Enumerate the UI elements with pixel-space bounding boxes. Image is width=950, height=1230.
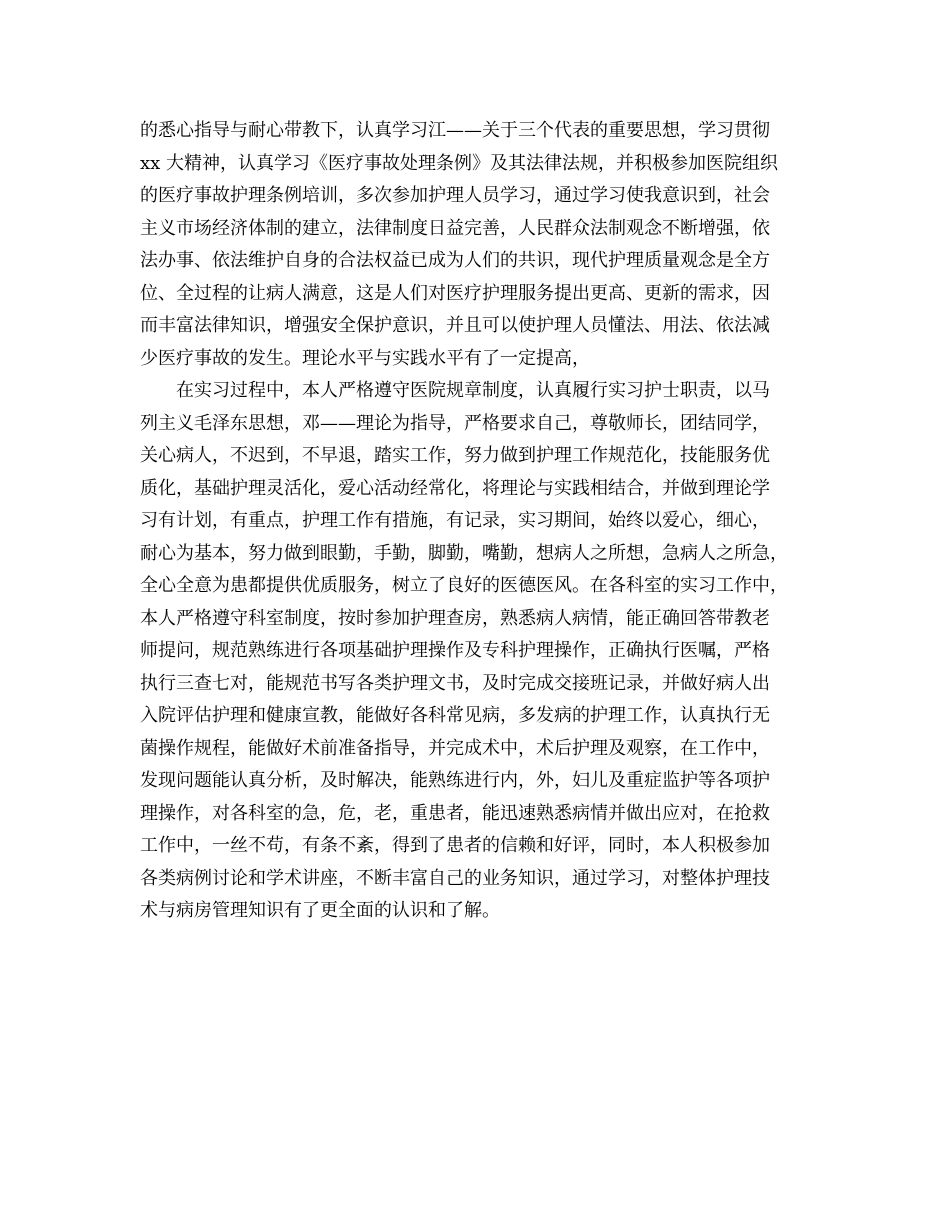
text-line: xx 大精神，认真学习《医疗事故处理条例》及其法律法规，并积极参加医院组织: [140, 152, 779, 174]
text-line: 耐心为基本，努力做到眼勤，手勤，脚勤，嘴勤，想病人之所想，急病人之所急，: [140, 542, 788, 564]
text-line: 执行三查七对，能规范书写各类护理文书，及时完成交接班记录，并做好病人出: [140, 672, 770, 694]
text-line: 师提问，规范熟练进行各项基础护理操作及专科护理操作，正确执行医嘱，严格: [140, 640, 770, 661]
text-line: 法办事、依法维护自身的合法权益已成为人们的共识，现代护理质量观念是全方: [140, 250, 770, 271]
text-line: 而丰富法律知识，增强安全保护意识，并且可以使护理人员懂法、用法、依法减: [140, 315, 770, 336]
text-line: 习有计划，有重点，护理工作有措施，有记录，实习期间，始终以爱心，细心，: [140, 510, 770, 531]
text-line: 的医疗事故护理条例培训，多次参加护理人员学习，通过学习使我意识到，社会: [140, 185, 770, 206]
paragraph-1: [140, 115, 805, 375]
text-line: 术与病房管理知识有了更全面的认识和了解。: [140, 900, 500, 921]
document-body: [140, 115, 805, 928]
text-line: 各类病例讨论和学术讲座，不断丰富自己的业务知识，通过学习，对整体护理技: [140, 867, 770, 889]
paragraph-2: [140, 375, 805, 928]
text-line: 发现问题能认真分析，及时解决，能熟练进行内，外，妇儿及重症监护等各项护: [140, 770, 770, 791]
text-line: 关心病人，不迟到，不早退，踏实工作，努力做到护理工作规范化，技能服务优: [140, 445, 770, 466]
text-line: 质化，基础护理灵活化，爱心活动经常化，将理论与实践相结合，并做到理论学: [140, 477, 770, 499]
text-line: 在实习过程中，本人严格遵守医院规章制度，认真履行实习护士职责，以马: [176, 380, 770, 401]
text-line: 列主义毛泽东思想，邓——理论为指导，严格要求自己，尊敬师长，团结同学，: [140, 412, 770, 434]
text-line: 理操作，对各科室的急，危，老，重患者，能迅速熟悉病情并做出应对，在抢救: [140, 802, 770, 824]
text-line: 位、全过程的让病人满意，这是人们对医疗护理服务提出更高、更新的需求，因: [140, 282, 770, 304]
text-line: 少医疗事故的发生。理论水平与实践水平有了一定提高，: [140, 347, 590, 369]
text-line: 本人严格遵守科室制度，按时参加护理查房，熟悉病人病情，能正确回答带教老: [140, 607, 770, 629]
text-line: 工作中，一丝不苟，有条不紊，得到了患者的信赖和好评，同时，本人积极参加: [140, 835, 770, 856]
text-line: 入院评估护理和健康宣教，能做好各科常见病，多发病的护理工作，认真执行无: [140, 705, 770, 726]
text-line: 的悉心指导与耐心带教下，认真学习江——关于三个代表的重要思想，学习贯彻: [140, 120, 770, 141]
text-line: 全心全意为患都提供优质服务，树立了良好的医德医风。在各科室的实习工作中，: [140, 575, 788, 596]
text-line: 主义市场经济体制的建立，法律制度日益完善，人民群众法制观念不断增强，依: [140, 217, 770, 239]
text-line: 菌操作规程，能做好术前准备指导，并完成术中，术后护理及观察，在工作中，: [140, 737, 770, 759]
